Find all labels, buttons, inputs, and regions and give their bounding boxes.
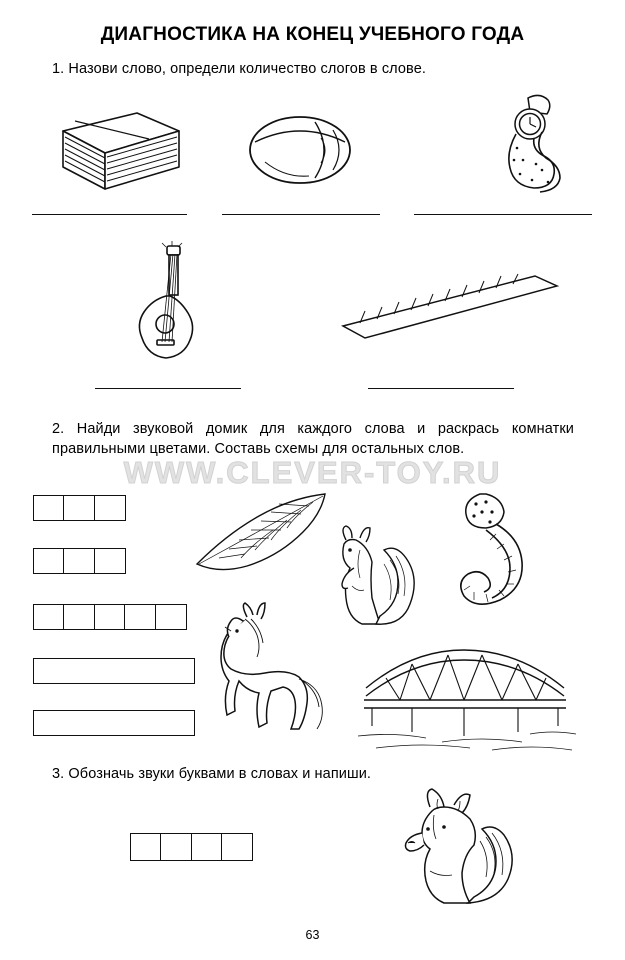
ruler-illustration: [335, 268, 565, 348]
scheme-cell[interactable]: [63, 604, 95, 630]
page-title: ДИАГНОСТИКА НА КОНЕЦ УЧЕБНОГО ГОДА: [100, 24, 525, 45]
scheme-cell[interactable]: [130, 833, 162, 861]
task-3-text: 3. Обозначь звуки буквами в словах и напиши.: [52, 766, 372, 782]
sound-scheme-2[interactable]: [33, 548, 124, 574]
task-1-text: 1. Назови слово, определи количество слогов в слове.: [52, 61, 426, 77]
answer-line-1: [32, 214, 187, 215]
scheme-cell[interactable]: [160, 833, 192, 861]
snake-illustration: [452, 478, 592, 618]
page-number: 63: [305, 928, 320, 942]
scheme-cell[interactable]: [33, 604, 65, 630]
scheme-cell[interactable]: [155, 604, 187, 630]
scheme-cell[interactable]: [124, 604, 156, 630]
book-illustration: [45, 105, 185, 195]
fox-illustration: [378, 785, 538, 925]
task-2-text: 2. Найди звуковой домик для каждого слова и раскрась комнатки правильными цветами. Составь схемы для остальных слов.: [52, 421, 574, 457]
scheme-cell[interactable]: [33, 548, 65, 574]
sound-scheme-4[interactable]: [33, 658, 193, 684]
scheme-cell[interactable]: [191, 833, 223, 861]
answer-line-4: [95, 388, 241, 389]
watermark: WWW.CLEVER-TOY.RU: [123, 455, 502, 490]
sound-scheme-1[interactable]: [33, 495, 124, 521]
wristwatch-illustration: [490, 90, 600, 200]
answer-line-3: [414, 214, 592, 215]
scheme-cell[interactable]: [33, 710, 195, 736]
scheme-cell[interactable]: [63, 495, 95, 521]
scheme-cell[interactable]: [33, 495, 65, 521]
answer-line-5: [368, 388, 514, 389]
sound-scheme-5[interactable]: [33, 710, 193, 736]
ball-illustration: [245, 108, 355, 188]
bridge-illustration: [352, 640, 582, 755]
scheme-cell[interactable]: [63, 548, 95, 574]
sound-scheme-6[interactable]: [130, 833, 252, 861]
scheme-cell[interactable]: [94, 495, 126, 521]
scheme-cell[interactable]: [33, 658, 195, 684]
scheme-cell[interactable]: [221, 833, 253, 861]
sound-scheme-3[interactable]: [33, 604, 185, 630]
horse-illustration: [195, 595, 345, 745]
scheme-cell[interactable]: [94, 604, 126, 630]
answer-line-2: [222, 214, 380, 215]
guitar-illustration: [100, 240, 230, 370]
scheme-cell[interactable]: [94, 548, 126, 574]
